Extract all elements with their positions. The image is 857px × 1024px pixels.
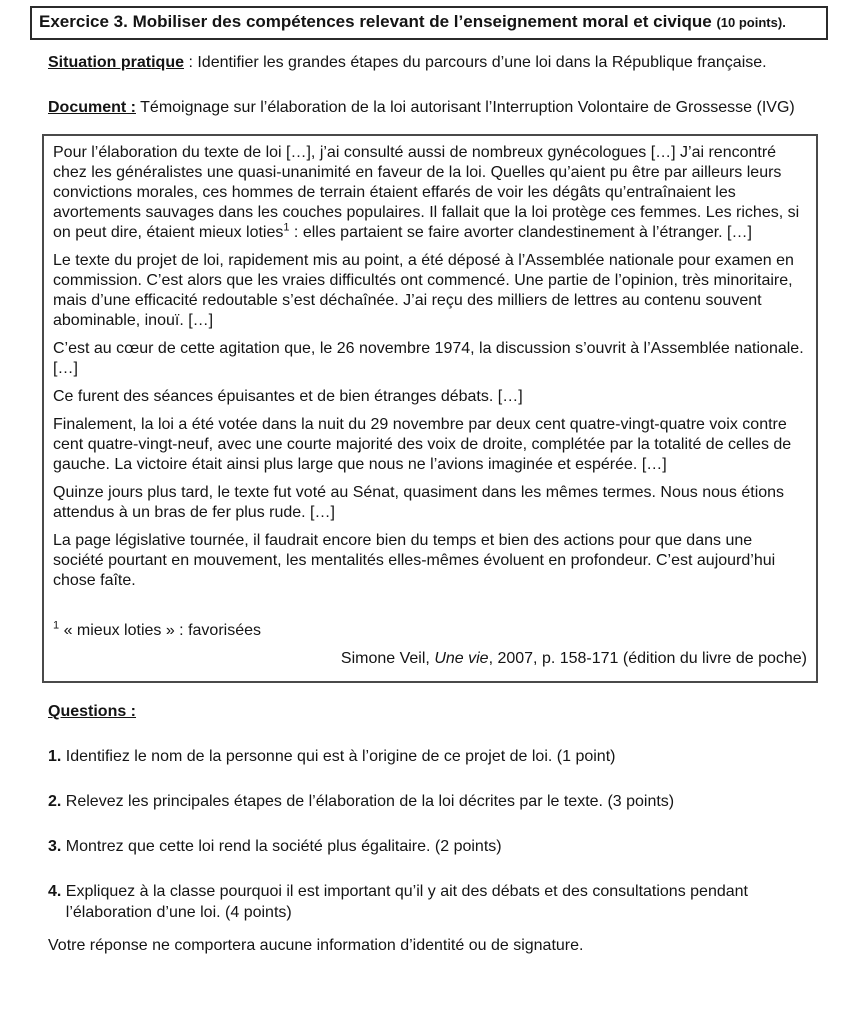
- question-number: 1.: [48, 748, 66, 765]
- question-item: [48, 881, 828, 923]
- identity-notice: Votre réponse ne comportera aucune information d’identité ou de signature.: [48, 937, 584, 954]
- document-paragraph: Le texte du projet de loi, rapidement mis au point, a été déposé à l’Assemblée nationale pour examen en commission. C’est alors que les vraies difficultés ont commencé. Une partie de l’opinion, très minoritaire, mais d’une efficacité redoutable s’est déchaînée. J’ai reçu des milliers de lettres au contenu souvent abominable, inouï. […]: [53, 252, 794, 329]
- document-paragraph: Quinze jours plus tard, le texte fut voté au Sénat, quasiment dans les mêmes termes. Nous nous étions attendus à un bras de fer plus rude. […]: [53, 484, 785, 521]
- situation-section: [48, 52, 828, 73]
- question-number: 2.: [48, 793, 66, 810]
- document-paragraphs: [53, 143, 807, 591]
- question-number: 3.: [48, 838, 66, 855]
- document-paragraph: Ce furent des séances épuisantes et de bien étranges débats. […]: [53, 388, 523, 405]
- situation-separator: :: [184, 54, 198, 71]
- questions-heading: Questions :: [48, 703, 137, 720]
- source-citation: Simone Veil, Une vie, 2007, p. 158-171 (édition du livre de poche): [340, 650, 807, 667]
- question-number: 4.: [48, 883, 66, 900]
- footnote: $^1$ « mieux loties » : favorisées: [53, 619, 261, 639]
- exercise-points: (10 points).: [716, 15, 786, 30]
- questions-list: [30, 746, 828, 923]
- document-paragraph: La page législative tournée, il faudrait encore bien du temps et bien des actions pour que dans une société pourtant en mouvement, les mentalités elles-mêmes évoluent en profondeur. C’est aujourd’hui chose faîte.: [53, 532, 776, 589]
- question-text: Expliquez à la classe pourquoi il est important qu’il y ait des débats et des consultations pendant l’élaboration d’une loi. (4 points): [65, 883, 748, 921]
- document-paragraph: Pour l’élaboration du texte de loi […], j’ai consulté aussi de nombreux gynécologues […] J’ai rencontré chez les généralistes une quasi-unanimité en faveur de la loi. Quelles qu’aient pu être par ailleurs leurs convictions morales, ces hommes de terrain étaient effarés de voir les dégâts qu’entraînaient les avortements sauvages dans les couches populaires. Il fallait que la loi protège ces femmes. Les riches, si on peut dire, étaient mieux loties$^1$ : elles partaient se faire avorter clandestinement à l’étranger. […]: [53, 144, 800, 241]
- exercise-title: Exercice 3. Mobiliser des compétences relevant de l’enseignement moral et civique: [39, 12, 712, 31]
- document-description: Témoignage sur l’élaboration de la loi autorisant l’Interruption Volontaire de Grossesse (IVG): [140, 99, 795, 116]
- document-intro: [48, 97, 803, 118]
- exercise-title-box: [30, 6, 828, 40]
- question-item: [48, 791, 828, 812]
- question-item: [48, 746, 828, 767]
- situation-text: Identifier les grandes étapes du parcours d’une loi dans la République française.: [197, 54, 767, 71]
- question-text: Relevez les principales étapes de l’élaboration de la loi décrites par le texte. (3 points): [65, 793, 675, 810]
- question-text: Identifiez le nom de la personne qui est à l’origine de ce projet de loi. (1 point): [65, 748, 616, 765]
- question-text: Montrez que cette loi rend la société plus égalitaire. (2 points): [65, 838, 502, 855]
- question-item: [48, 836, 828, 857]
- document-label: Document :: [48, 99, 136, 116]
- document-paragraph: Finalement, la loi a été votée dans la nuit du 29 novembre par deux cent quatre-vingt-quatre voix contre cent quatre-vingt-neuf, avec une courte majorité des voix de droite, complétée par la totalité de celles de gauche. La victoire était ainsi plus large que nous ne l’avions imaginée et espérée. […]: [53, 416, 792, 473]
- document-paragraph: C’est au cœur de cette agitation que, le 26 novembre 1974, la discussion s’ouvrit à l’Assemblée nationale. […]: [53, 340, 804, 377]
- document-box: [42, 134, 818, 683]
- situation-label: Situation pratique: [48, 54, 184, 71]
